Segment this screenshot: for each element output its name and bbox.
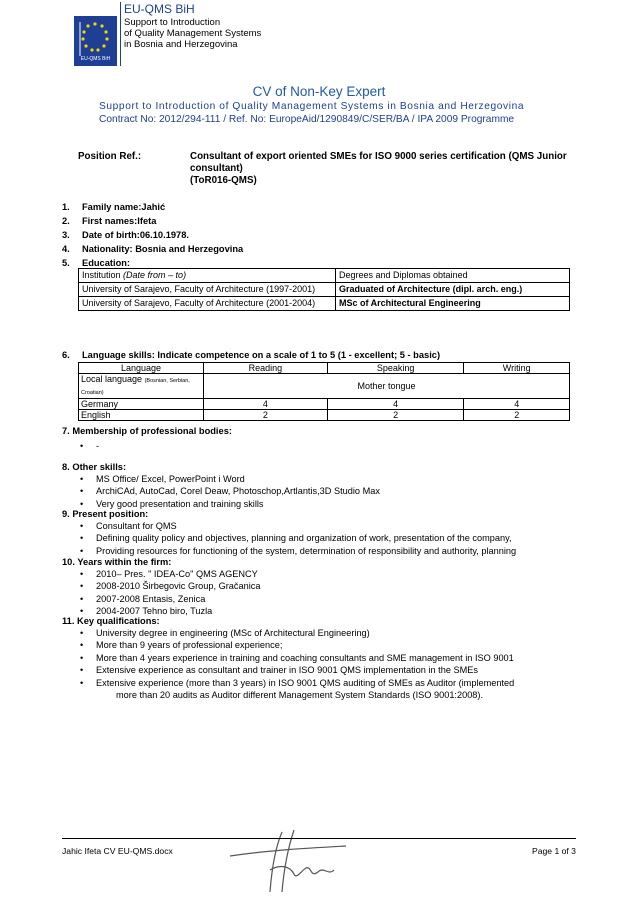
list-item: 5. Education: xyxy=(62,258,131,268)
table-cell: Germany xyxy=(79,399,204,410)
header-divider xyxy=(120,2,121,66)
present-position-heading: 9. Present position: xyxy=(62,509,149,519)
language-table xyxy=(78,362,570,421)
years-firm-heading: 10. Years within the firm: xyxy=(62,557,172,567)
table-cell: Local language (Bosnian, Serbian, Croatian) xyxy=(79,374,204,399)
table-row xyxy=(79,269,570,283)
table-cell: Mother tongue xyxy=(204,374,570,399)
table-header-cell: Speaking xyxy=(327,363,464,374)
years-firm-list xyxy=(96,568,260,618)
document-title: CV of Non-Key Expert xyxy=(252,84,386,99)
table-cell: 2 xyxy=(327,410,464,421)
education-table xyxy=(78,268,570,311)
list-item: • Very good presentation and training skills xyxy=(96,498,380,510)
present-position-list xyxy=(96,520,516,557)
list-item: • More than 9 years of professional experience; xyxy=(96,639,514,651)
table-cell: 2 xyxy=(464,410,570,421)
table-cell: Graduated of Architecture (dipl. arch. eng.) xyxy=(336,283,570,297)
table-cell: MSc of Architectural Engineering xyxy=(336,297,570,311)
table-row xyxy=(79,363,570,374)
table-row xyxy=(79,374,570,399)
table-cell: 2 xyxy=(204,410,328,421)
list-item: • 2008-2010 Širbegovic Group, Gračanica xyxy=(96,580,260,592)
table-row xyxy=(79,410,570,421)
table-row xyxy=(79,399,570,410)
language-heading: 6. Language skills: Indicate competence on a scale of 1 to 5 (1 - excellent; 5 - basic) xyxy=(62,350,441,360)
table-row xyxy=(79,283,570,297)
table-header-cell: Reading xyxy=(204,363,328,374)
position-value xyxy=(190,151,580,187)
list-item: • MS Office/ Excel, PowerPoint i Word xyxy=(96,473,380,485)
table-cell: English xyxy=(79,410,204,421)
contract-line: Contract No: 2012/294-111 / Ref. No: EuropeAid/1290849/C/SER/BA / IPA 2009 Programme xyxy=(99,114,515,125)
table-header-cell: Degrees and Diplomas obtained xyxy=(336,269,570,283)
org-line1: Support to Introduction xyxy=(124,17,221,28)
table-header-cell: Language xyxy=(79,363,204,374)
org-block xyxy=(124,4,261,50)
other-skills-list xyxy=(96,473,380,510)
org-line2: of Quality Management Systems xyxy=(124,28,262,39)
list-item: • More than 4 years experience in training and coaching consultants and SME management in ISO 9001 xyxy=(96,652,514,664)
position-label: Position Ref.: xyxy=(78,151,142,162)
footer-page-number: Page 1 of 3 xyxy=(532,846,576,856)
list-item: • - xyxy=(96,440,99,452)
list-item: • 2010– Pres. " IDEA-Co" QMS AGENCY xyxy=(96,568,260,580)
project-subtitle: Support to Introduction of Quality Management Systems in Bosnia and Herzegovina xyxy=(99,101,525,112)
list-item: 3. Date of birth:06.10.1978. xyxy=(62,230,189,240)
table-header-cell: Writing xyxy=(464,363,570,374)
table-cell: 4 xyxy=(204,399,328,410)
list-item: 1. Family name:Jahić xyxy=(62,202,166,212)
logo-label: EU-QMS BiH xyxy=(80,56,111,62)
membership-list xyxy=(96,440,99,452)
position-text: Consultant of export oriented SMEs for ISO 9000 series certification (QMS Junior consultant) xyxy=(190,151,567,174)
list-item: • University degree in engineering (MSc of Architectural Engineering) xyxy=(96,627,514,639)
table-row xyxy=(79,297,570,311)
table-cell: University of Sarajevo, Faculty of Architecture (1997-2001) xyxy=(79,283,336,297)
signature-image xyxy=(210,826,360,896)
table-cell: University of Sarajevo, Faculty of Architecture (2001-2004) xyxy=(79,297,336,311)
table-cell: 4 xyxy=(327,399,464,410)
personal-details xyxy=(62,200,243,270)
list-item: • Extensive experience as consultant and trainer in ISO 9001 QMS implementation in the SMEs xyxy=(96,664,514,676)
list-item: • 2007-2008 Entasis, Zenica xyxy=(96,593,260,605)
table-header-cell: Institution (Date from – to) xyxy=(79,269,336,283)
key-qualifications-list xyxy=(96,627,514,701)
key-qualifications-heading: 11. Key qualifications: xyxy=(62,616,160,626)
list-item: • 2004-2007 Tehno biro, Tuzla xyxy=(96,605,260,617)
membership-heading: 7. Membership of professional bodies: xyxy=(62,426,232,436)
eu-qms-logo xyxy=(74,16,117,66)
org-line3: in Bosnia and Herzegovina xyxy=(124,39,238,50)
org-name: EU-QMS BiH xyxy=(124,2,195,16)
list-item: 2. First names:Ifeta xyxy=(62,216,157,226)
list-item: • Providing resources for functioning of the system, determination of responsibility and authority, planning xyxy=(96,545,516,557)
footer-filename: Jahic Ifeta CV EU-QMS.docx xyxy=(62,846,173,856)
list-item: • Extensive experience (more than 3 years) in ISO 9001 QMS auditing of SMEs as Auditor (implemented xyxy=(96,677,514,689)
list-item: • Consultant for QMS xyxy=(96,520,516,532)
other-skills-heading: 8. Other skills: xyxy=(62,462,127,472)
table-cell: 4 xyxy=(464,399,570,410)
list-item: • Defining quality policy and objectives, planning and organization of work, presentation of the company, xyxy=(96,532,516,544)
list-item: • ArchiCAd, AutoCad, Corel Deaw, Photoschop,Artlantis,3D Studio Max xyxy=(96,485,380,497)
list-item-continuation: more than 20 audits as Auditor different Management System Standards (ISO 9001:2008). xyxy=(116,690,484,701)
position-ref: (ToR016-QMS) xyxy=(190,175,257,186)
list-item: 4. Nationality: Bosnia and Herzegovina xyxy=(62,244,244,254)
footer-divider xyxy=(62,838,576,839)
